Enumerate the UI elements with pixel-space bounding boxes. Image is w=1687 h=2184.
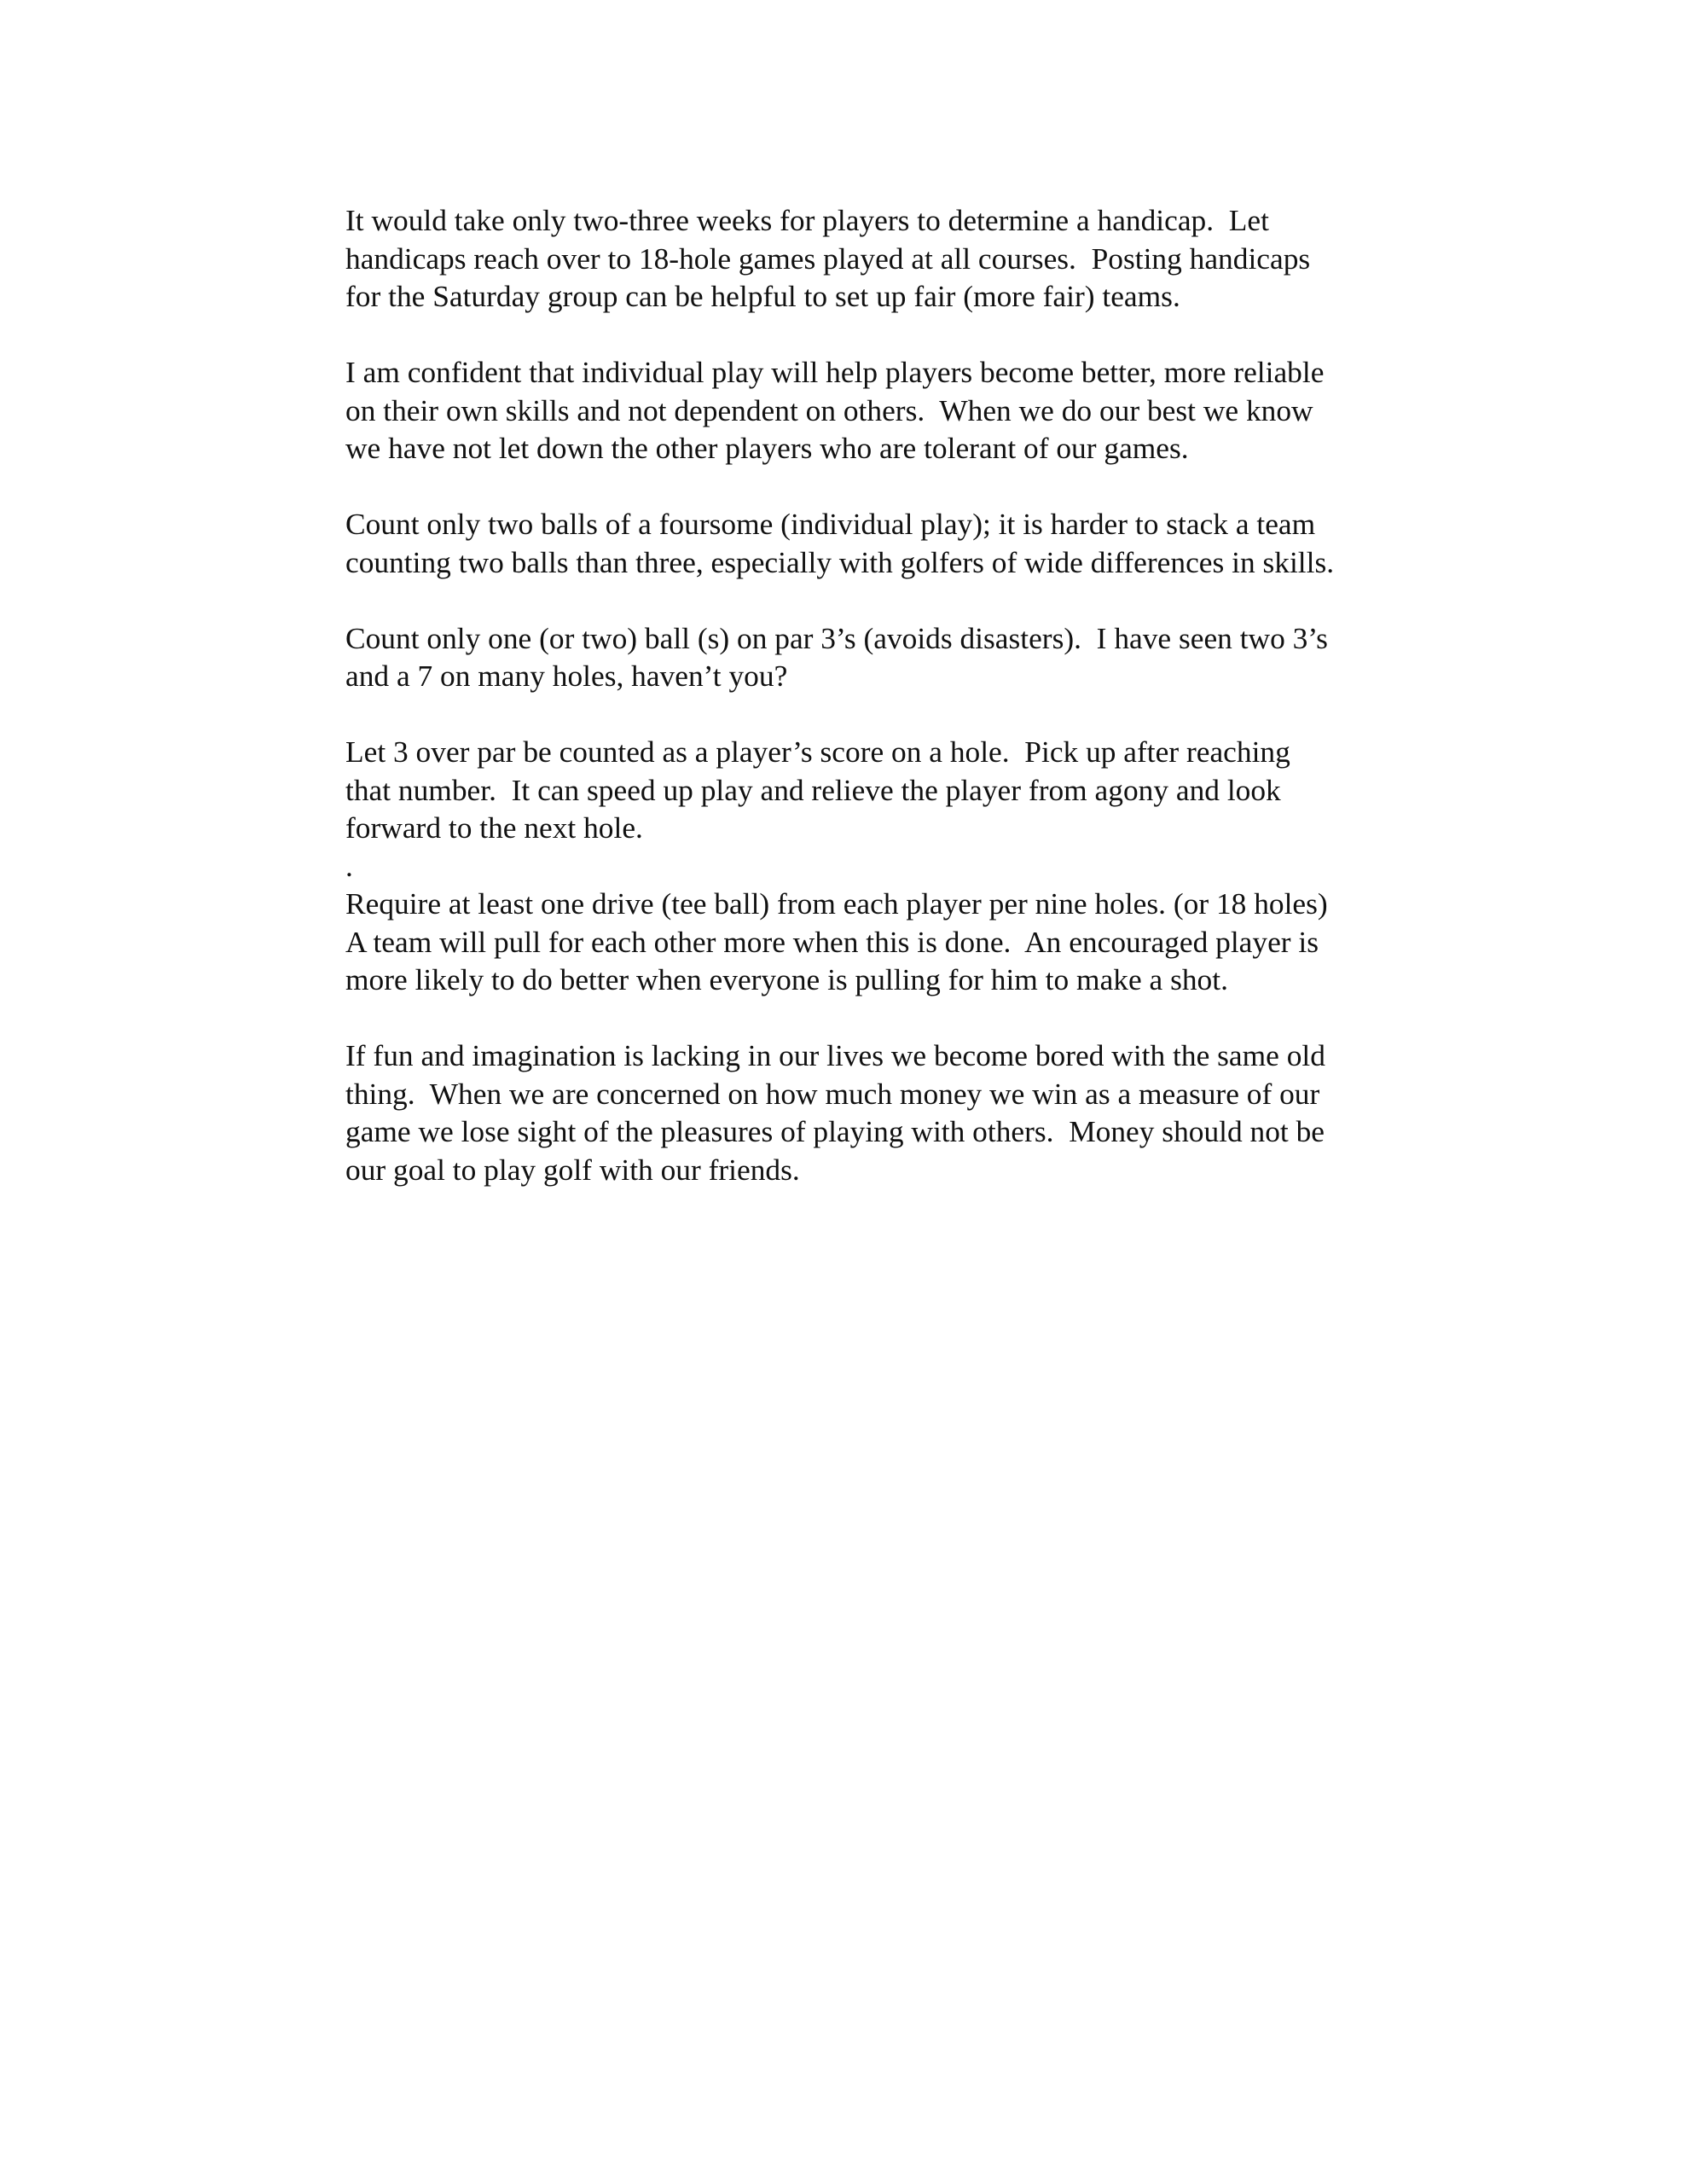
paragraph-par-threes — [345, 619, 1454, 695]
text-line: counting two balls than three, especially with golfers of wide differences in skills. — [345, 544, 1335, 579]
text-line: Count only one (or two) ball (s) on par 3’s (avoids disasters). I have seen two 3’s — [345, 620, 1328, 655]
paragraph-individual-play — [345, 353, 1454, 468]
text-line: . — [345, 848, 353, 883]
text-line: and a 7 on many holes, haven’t you? — [345, 659, 788, 693]
text-line: that number. It can speed up play and relieve the player from agony and look — [345, 772, 1281, 807]
text-line: for the Saturday group can be helpful to set up fair (more fair) teams. — [345, 279, 1180, 313]
paragraph-two-balls — [345, 505, 1454, 581]
text-line: A team will pull for each other more when this is done. An encouraged player is — [345, 924, 1319, 959]
text-line: Require at least one drive (tee ball) from each player per nine holes. (or 18 holes) — [345, 886, 1328, 921]
text-line: It would take only two-three weeks for players to determine a handicap. Let — [345, 203, 1269, 237]
text-line: Let 3 over par be counted as a player’s score on a hole. Pick up after reaching — [345, 735, 1290, 769]
paragraph-tee-ball — [345, 885, 1454, 999]
paragraph-three-over-par — [345, 733, 1454, 885]
paragraph-handicap — [345, 201, 1454, 316]
document-body — [345, 201, 1454, 1227]
text-line: we have not let down the other players who are tolerant of our games. — [345, 431, 1189, 465]
text-line: on their own skills and not dependent on others. When we do our best we know — [345, 392, 1313, 427]
text-line: Count only two balls of a foursome (individual play); it is harder to stack a team — [345, 507, 1316, 541]
text-line: I am confident that individual play will help players become better, more reliable — [345, 355, 1325, 389]
text-line: If fun and imagination is lacking in our lives we become bored with the same old — [345, 1038, 1325, 1072]
text-line: more likely to do better when everyone is pulling for him to make a shot. — [345, 962, 1228, 996]
text-line: forward to the next hole. — [345, 810, 643, 845]
text-line: thing. When we are concerned on how much money we win as a measure of our — [345, 1076, 1320, 1111]
text-line: handicaps reach over to 18-hole games played at all courses. Posting handicaps — [345, 241, 1311, 276]
paragraph-fun-and-imagination — [345, 1037, 1454, 1188]
text-line: game we lose sight of the pleasures of playing with others. Money should not be — [345, 1114, 1325, 1148]
text-line: our goal to play golf with our friends. — [345, 1152, 800, 1187]
